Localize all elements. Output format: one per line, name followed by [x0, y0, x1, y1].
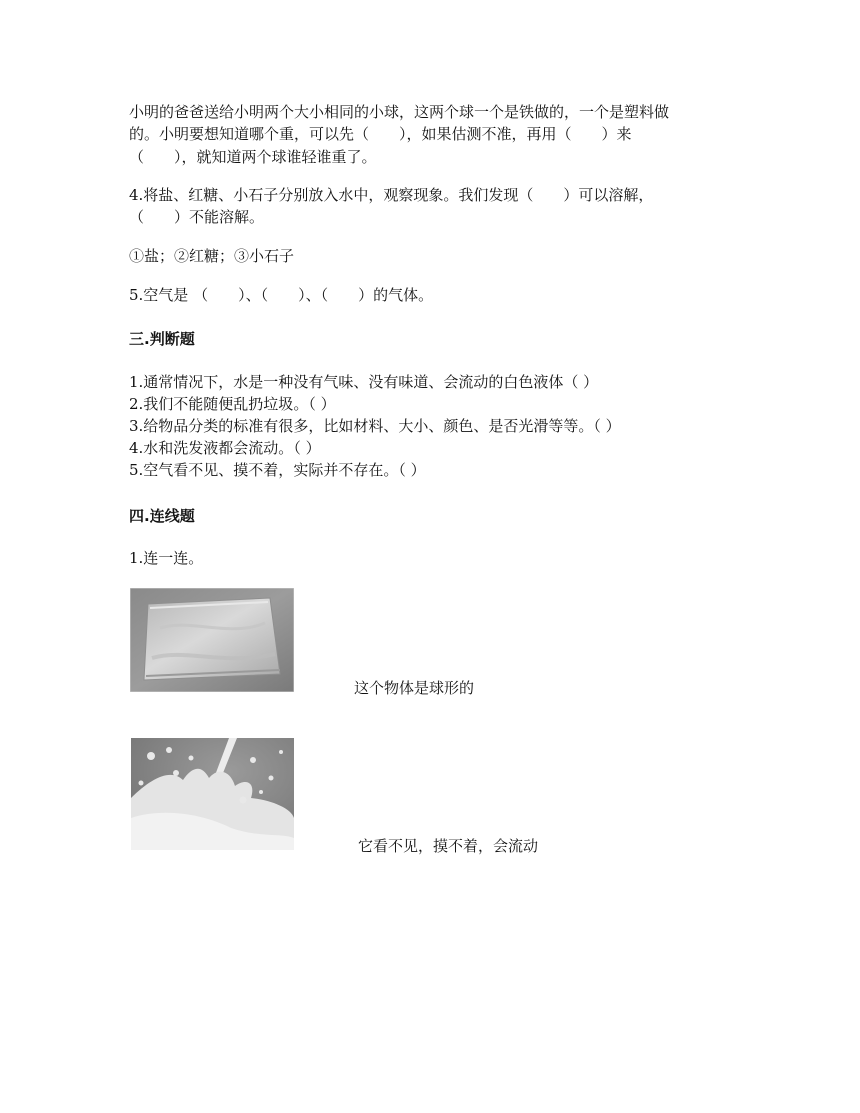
judgement-item-2: 2.我们不能随便乱扔垃圾。（ ）	[129, 395, 336, 413]
section-title-judgement: 三.判断题	[129, 330, 195, 348]
judgement-item-5: 5.空气看不见、摸不着，实际并不存在。（ ）	[129, 461, 426, 479]
matching-question: 1.连一连。	[129, 549, 204, 567]
milk-splash-photo	[131, 738, 294, 850]
q4-options: ①盐；②红糖；③小石子	[129, 247, 295, 265]
q3-text-line3: （ ），就知道两个球谁轻谁重了。	[129, 148, 377, 166]
judgement-item-1: 1.通常情况下，水是一种没有气味、没有味道、会流动的白色液体（ ）	[129, 373, 599, 391]
q4-text-line2: （ ）不能溶解。	[129, 208, 265, 226]
match-label-1: 这个物体是球形的	[354, 679, 475, 697]
q4-text-line1: 4.将盐、红糖、小石子分别放入水中，观察现象。我们发现（ ）可以溶解，	[129, 186, 654, 204]
q3-text-line2: 的。小明要想知道哪个重，可以先（ ），如果估测不准，再用（ ）来	[129, 125, 632, 143]
section-title-matching: 四.连线题	[129, 507, 195, 525]
judgement-item-3: 3.给物品分类的标准有很多，比如材料、大小、颜色、是否光滑等等。（ ）	[129, 417, 621, 435]
match-label-2: 它看不见，摸不着，会流动	[358, 837, 539, 855]
q3-text-line1: 小明的爸爸送给小明两个大小相同的小球，这两个球一个是铁做的，一个是塑料做	[129, 103, 670, 121]
plastic-bag-photo	[130, 588, 294, 692]
q5-text: 5.空气是 （ ）、（ ）、（ ）的气体。	[129, 286, 434, 304]
judgement-item-4: 4.水和洗发液都会流动。（ ）	[129, 439, 321, 457]
